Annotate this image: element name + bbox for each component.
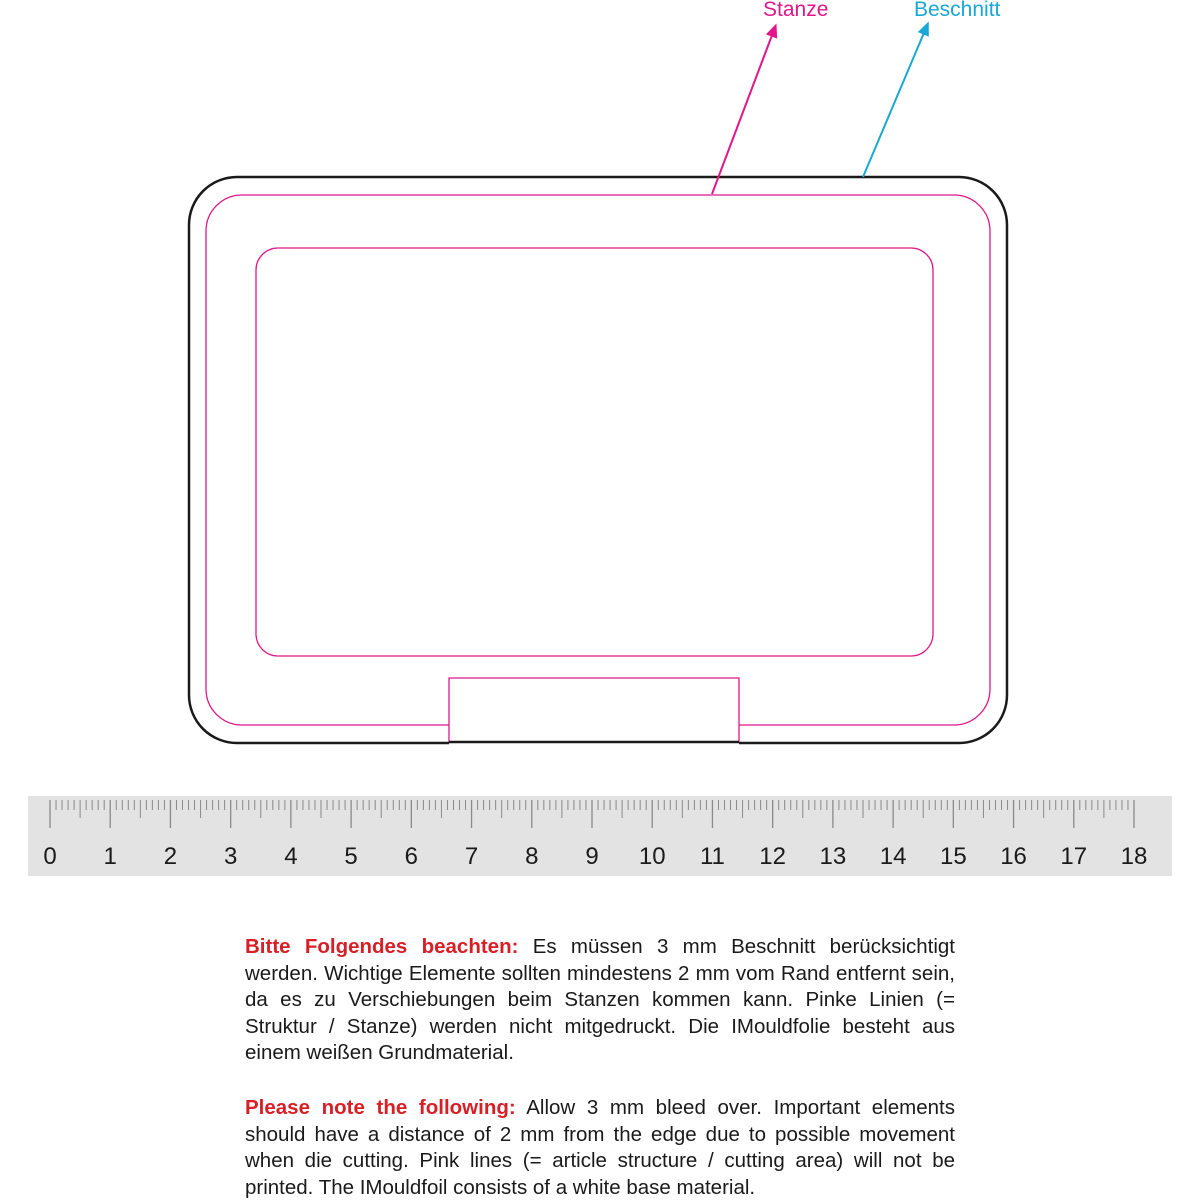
stanze-callout-arrow: [712, 30, 774, 194]
ruler-label: 13: [819, 843, 847, 870]
ruler-label: 9: [585, 843, 599, 870]
ruler-label: 12: [759, 843, 787, 870]
beschnitt-label: Beschnitt: [914, 0, 1001, 21]
ruler-label: 16: [1000, 843, 1027, 870]
ruler-label: 14: [879, 843, 907, 870]
stanze-label: Stanze: [763, 0, 829, 21]
note-english-body: Allow 3 mm bleed over. Important elements should have a distance of 2 mm from the edge due to possible movement when die cutting. Pink lines (= article structure / cutting area) will not be printed. The IMouldfoil consists of a white base material.: [245, 1096, 955, 1199]
ruler-label: 0: [43, 843, 57, 870]
note-german-body: Es müssen 3 mm Beschnitt berücksichtigt werden. Wichtige Elemente sollten mindestens 2 mm vom Rand entfernt sein, da es zu Verschiebungen beim Stanzen kommen kann. Pinke Linien (= Struktur / Stanze) werden nicht mitgedruckt. Die IMouldfolie besteht aus einem weißen Grundmaterial.: [245, 935, 955, 1064]
ruler-label: 17: [1060, 843, 1088, 870]
ruler-label: 4: [284, 843, 298, 870]
note-german: [245, 934, 955, 1067]
ruler-label: 11: [699, 843, 725, 870]
ruler-label: 18: [1120, 843, 1148, 870]
ruler-label: 2: [163, 843, 178, 870]
ruler-label: 3: [223, 843, 238, 870]
ruler: [28, 796, 1172, 876]
die-cut-outline: [206, 195, 990, 725]
ruler-label: 8: [525, 843, 539, 870]
bottom-tab-mask: [449, 676, 739, 746]
ruler-label: 10: [638, 843, 666, 870]
ruler-label: 7: [464, 843, 479, 870]
inner-structure-outline: [256, 248, 933, 656]
ruler-label: 1: [103, 843, 117, 870]
note-english: [245, 1095, 955, 1201]
bleed-outline: [189, 177, 1007, 743]
note-english-lead: Please note the following:: [245, 1096, 516, 1119]
ruler-label: 6: [404, 843, 419, 870]
ruler-label: 15: [939, 843, 967, 870]
note-german-lead: Bitte Folgendes beachten:: [245, 935, 519, 958]
ruler-label: 5: [344, 843, 358, 870]
beschnitt-callout-arrow: [863, 28, 926, 177]
